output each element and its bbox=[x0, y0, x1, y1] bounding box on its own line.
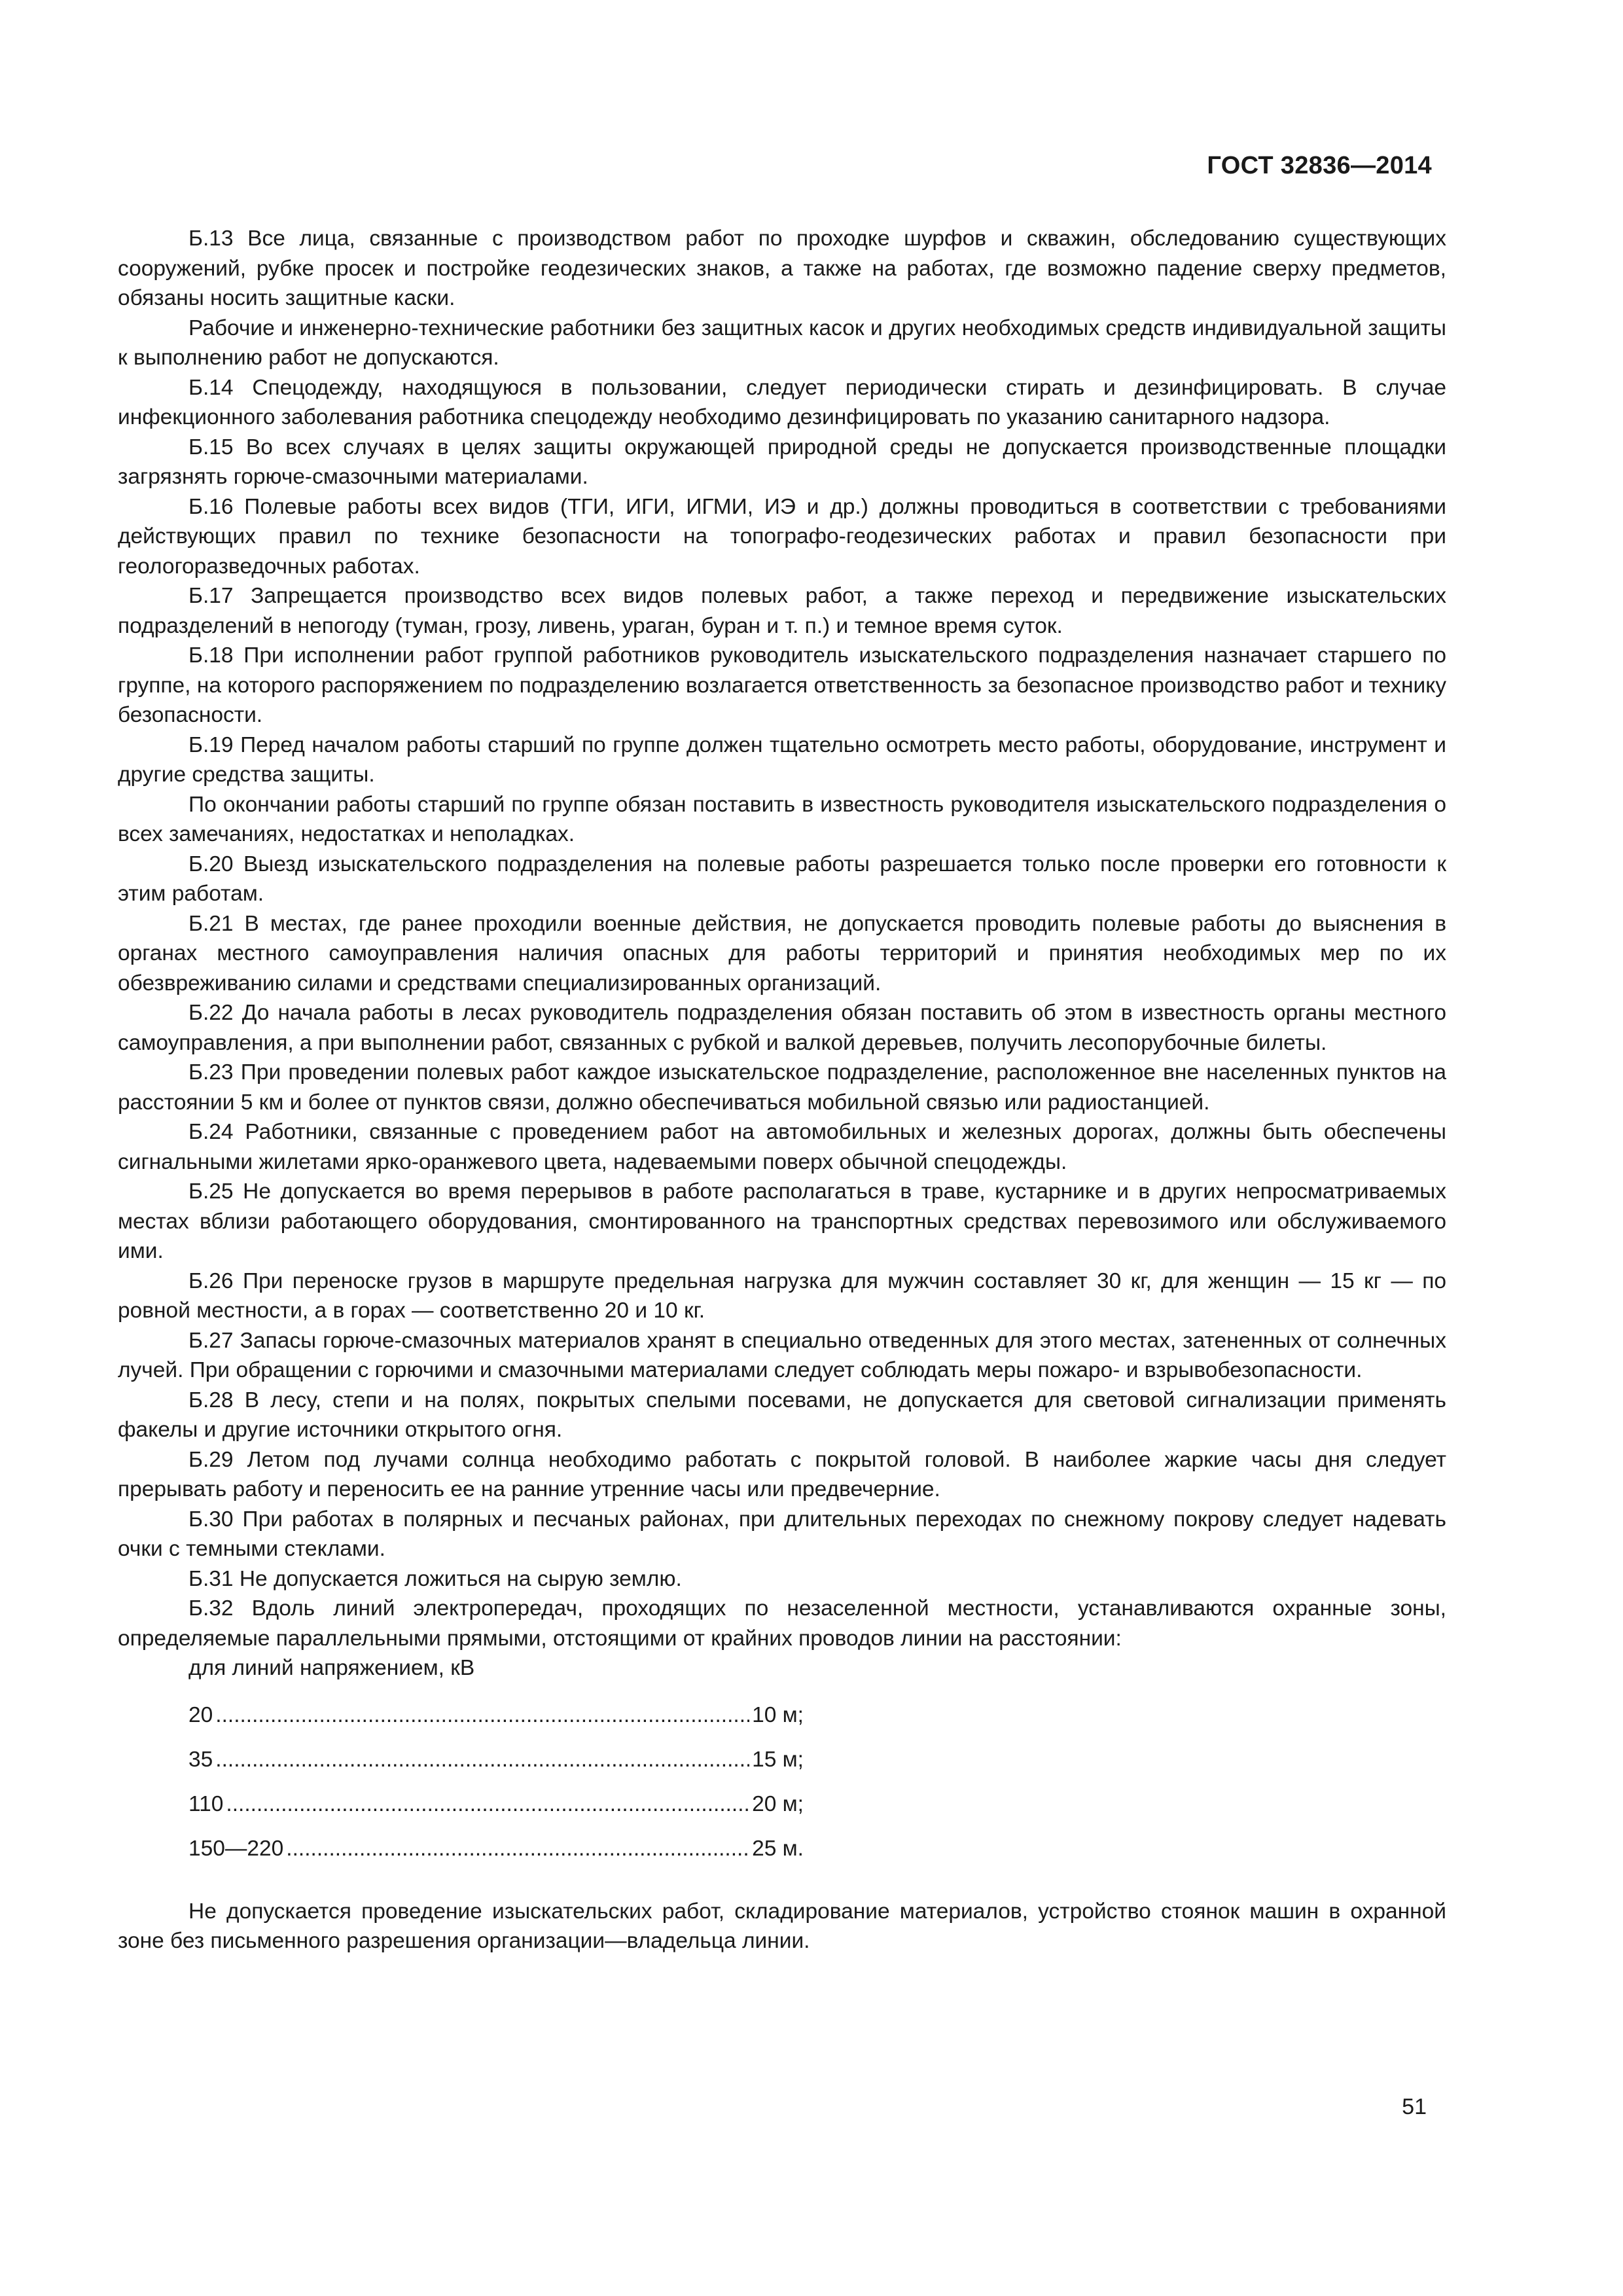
paragraph: Б.21 В местах, где ранее проходили военные действия, не допускается проводить полевые работы до выяснения в органах местного самоуправления наличия опасных для работы территорий и принятия необходимых мер по их обезвреживанию силами и средствами специализированных организаций. bbox=[118, 911, 1446, 996]
paragraph: Б.30 При работах в полярных и песчаных районах, при длительных переходах по снежному покрову следует надевать очки с темными стеклами. bbox=[118, 1507, 1446, 1561]
paragraph: Б.15 Во всех случаях в целях защиты окружающей природной среды не допускается производственные площадки загрязнять горюче-смазочными материалами. bbox=[118, 435, 1446, 489]
paragraph: По окончании работы старший по группе обязан поставить в известность руководителя изыскательского подразделения о всех замечаниях, недостатках и неполадках. bbox=[118, 792, 1446, 846]
paragraph: Рабочие и инженерно-технические работники без защитных касок и других необходимых средств индивидуальной защиты к выполнению работ не допускаются. bbox=[118, 315, 1446, 370]
paragraph: Б.26 При переноске грузов в маршруте предельная нагрузка для мужчин составляет 30 кг, для женщин — 15 кг — по ровной местности, а в горах — соответственно 20 и 10 кг. bbox=[118, 1268, 1446, 1323]
paragraph: Б.25 Не допускается во время перерывов в работе располагаться в траве, кустарнике и в других непросматриваемых местах вблизи работающего оборудования, смонтированного на транспортных средствах перевозимого или обслуживаемого ими. bbox=[118, 1179, 1446, 1263]
table-row bbox=[188, 1834, 804, 1878]
paragraph: Б.28 В лесу, степи и на полях, покрытых спелыми посевами, не допускается для световой сигнализации применять факелы и другие источники открытого огня. bbox=[118, 1388, 1446, 1442]
paragraph: Б.22 До начала работы в лесах руководитель подразделения обязан поставить об этом в известность органы местного самоуправления, а при выполнении работ, связанных с рубкой и валкой деревьев, получить лесопорубочные билеты. bbox=[118, 1001, 1446, 1055]
paragraph: Б.27 Запасы горюче-смазочных материалов хранят в специально отведенных для этого местах, затененных от солнечных лучей. При обращении с горючими и смазочными материалами следует соблюдать меры пожаро- и взрывобезопасности. bbox=[118, 1328, 1446, 1382]
paragraph: Б.23 При проведении полевых работ каждое изыскательское подразделение, расположенное вне населенных пунктов на расстоянии 5 км и более от пунктов связи, должно обеспечиваться мобильной связью или радиостанцией. bbox=[118, 1060, 1446, 1115]
paragraph: Б.20 Выезд изыскательского подразделения на полевые работы разрешается только после проверки его готовности к этим работам. bbox=[118, 852, 1446, 906]
paragraph: Б.14 Спецодежду, находящуюся в пользовании, следует периодически стирать и дезинфицировать. В случае инфекционного заболевания работника спецодежду необходимо дезинфицировать по указанию санитарного надзора. bbox=[118, 375, 1446, 429]
distance-value: 25 м. bbox=[752, 1836, 804, 1861]
paragraph: Б.17 Запрещается производство всех видов полевых работ, а также переход и передвижение изыскательских подразделений в непогоду (туман, грозу, ливень, ураган, буран и т. п.) и темное время суток. bbox=[118, 584, 1446, 638]
dot-leader bbox=[215, 1745, 749, 1775]
page-number: 51 bbox=[1402, 2094, 1427, 2119]
voltage-value: 150—220 bbox=[188, 1836, 284, 1861]
distance-table bbox=[188, 1700, 804, 1878]
distance-value: 10 м; bbox=[752, 1702, 804, 1727]
paragraph: Б.29 Летом под лучами солнца необходимо работать с покрытой головой. В наиболее жаркие часы дня следует прерывать работу и переносить ее на ранние утренние часы или предвечерние. bbox=[118, 1447, 1446, 1501]
paragraph-list bbox=[118, 224, 1446, 1653]
distance-value: 20 м; bbox=[752, 1791, 804, 1816]
voltage-value: 20 bbox=[188, 1702, 213, 1727]
paragraph: Б.24 Работники, связанные с проведением работ на автомобильных и железных дорогах, должны быть обеспечены сигнальными жилетами ярко-оранжевого цвета, надеваемыми поверх обычной спецодежды. bbox=[118, 1120, 1446, 1174]
table-row bbox=[188, 1745, 804, 1789]
document-header: ГОСТ 32836—2014 bbox=[1207, 152, 1432, 179]
paragraph: Б.16 Полевые работы всех видов (ТГИ, ИГИ, ИГМИ, ИЭ и др.) должны проводиться в соответствии с требованиями действующих правил по технике безопасности на топографо-геодезических работах и правил безопасности при геологоразведочных работах. bbox=[118, 494, 1446, 579]
paragraph: Б.13 Все лица, связанные с производством работ по проходке шурфов и скважин, обследованию существующих сооружений, рубке просек и постройке геодезических знаков, а также на работах, где возможно падение сверху предметов, обязаны носить защитные каски. bbox=[118, 226, 1446, 310]
table-row bbox=[188, 1700, 804, 1745]
dot-leader bbox=[286, 1834, 749, 1864]
distance-value: 15 м; bbox=[752, 1747, 804, 1772]
table-intro: для линий напряжением, кВ bbox=[188, 1656, 475, 1680]
paragraph: Б.19 Перед началом работы старший по группе должен тщательно осмотреть место работы, оборудование, инструмент и другие средства защиты. bbox=[118, 732, 1446, 787]
paragraph: Б.32 Вдоль линий электропередач, проходящих по незаселенной местности, устанавливаются охранные зоны, определяемые параллельными прямыми, отстоящими от крайних проводов линии на расстоянии: bbox=[118, 1596, 1446, 1651]
paragraph: Б.31 Не допускается ложиться на сырую землю. bbox=[188, 1566, 682, 1591]
closing-paragraph: Не допускается проведение изыскательских работ, складирование материалов, устройство стоянок машин в охранной зоне без письменного разрешения организации—владельца линии. bbox=[118, 1899, 1446, 1953]
document-body bbox=[118, 224, 1446, 1956]
paragraph: Б.18 При исполнении работ группой работников руководитель изыскательского подразделения назначает старшего по группе, на которого распоряжением по подразделению возлагается ответственность за безопасное производство работ и технику безопасности. bbox=[118, 643, 1446, 727]
dot-leader bbox=[226, 1789, 749, 1820]
voltage-value: 35 bbox=[188, 1747, 213, 1772]
table-row bbox=[188, 1789, 804, 1834]
voltage-value: 110 bbox=[188, 1791, 224, 1816]
dot-leader bbox=[215, 1700, 749, 1731]
